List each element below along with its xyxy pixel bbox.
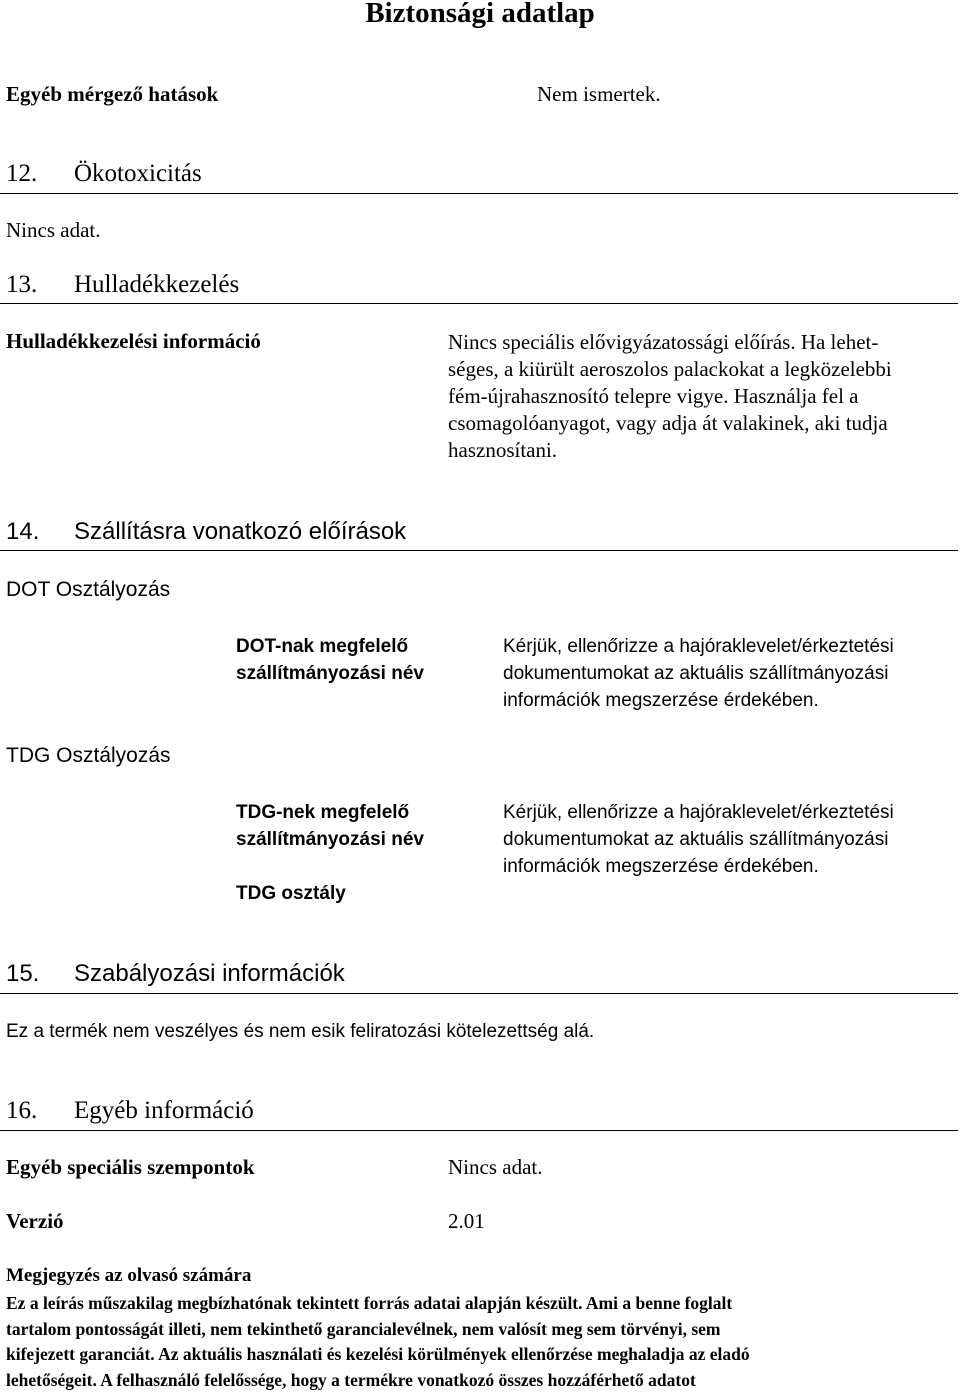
waste-info-line: fém-újrahasznosító telepre vigye. Használja fel a bbox=[448, 384, 859, 408]
tdg-shipping-name-value: Kérjük, ellenőrizze a hajóraklevelet/érkeztetési dokumentumokat az aktuális szállítmányozási információk megszerzése érdekében. bbox=[503, 802, 894, 877]
waste-info-line: hasznosítani. bbox=[448, 438, 558, 462]
section-14-title: Szállításra vonatkozó előírások bbox=[74, 518, 407, 545]
section-15-divider bbox=[0, 993, 958, 994]
section-14-divider bbox=[0, 550, 958, 551]
waste-info-line: séges, a kiürült aeroszolos palackokat a legközelebbi bbox=[448, 357, 892, 381]
reader-note-line: kifejezett garanciát. Az aktuális használati és kezelési körülmények ellenőrzése meghaladja az eladó bbox=[6, 1344, 750, 1364]
waste-info-line: Nincs speciális elővigyázatossági előírás. Ha lehet- bbox=[448, 330, 879, 354]
section-13-title: Hulladékkezelés bbox=[74, 271, 240, 298]
section-12-divider bbox=[0, 193, 958, 194]
waste-info-label: Hulladékkezelési információ bbox=[6, 329, 261, 353]
special-considerations-value: Nincs adat. bbox=[448, 1155, 543, 1179]
section-12-text: Nincs adat. bbox=[6, 218, 101, 242]
section-14-number: 14. bbox=[6, 518, 40, 545]
section-13-number: 13. bbox=[6, 271, 38, 298]
section-15-number: 15. bbox=[6, 960, 40, 987]
reader-note-line: tartalom pontosságát illeti, nem tekinthető garancialevélnek, nem valósít meg sem törvényi, sem bbox=[6, 1318, 721, 1339]
section-13-divider bbox=[0, 303, 958, 304]
tdg-shipping-name-label: TDG-nek megfelelő szállítmányozási név bbox=[236, 802, 424, 850]
special-considerations-label: Egyéb speciális szempontok bbox=[6, 1155, 255, 1179]
other-toxic-value: Nem ismertek. bbox=[537, 82, 661, 106]
version-label: Verzió bbox=[6, 1209, 64, 1233]
reader-note-heading: Megjegyzés az olvasó számára bbox=[6, 1265, 252, 1286]
section-12-number: 12. bbox=[6, 160, 38, 187]
waste-info-line: csomagolóanyagot, vagy adja át valakinek, aki tudja bbox=[448, 411, 888, 435]
version-value: 2.01 bbox=[448, 1209, 485, 1233]
section-16-title: Egyéb információ bbox=[74, 1097, 254, 1124]
tdg-classification-heading: TDG Osztályozás bbox=[6, 744, 171, 767]
regulatory-text: Ez a termék nem veszélyes és nem esik feliratozási kötelezettség alá. bbox=[6, 1021, 595, 1042]
dot-shipping-name-label: DOT-nak megfelelő szállítmányozási név bbox=[236, 636, 424, 684]
reader-note-line: Ez a leírás műszakilag megbízhatónak tekintett forrás adatai alapján készült. Ami a benne foglalt bbox=[6, 1293, 733, 1313]
section-12-title: Ökotoxicitás bbox=[74, 160, 202, 187]
section-15-title: Szabályozási információk bbox=[74, 960, 345, 987]
other-toxic-label: Egyéb mérgező hatások bbox=[6, 82, 219, 106]
dot-shipping-name-value: Kérjük, ellenőrizze a hajóraklevelet/érkeztetési dokumentumokat az aktuális szállítmányozási információk megszerzése érdekében. bbox=[503, 636, 894, 711]
waste-info-text bbox=[448, 329, 892, 464]
section-16-divider bbox=[0, 1130, 958, 1131]
section-16-number: 16. bbox=[6, 1097, 38, 1124]
reader-note-line: lehetőségeit. A felhasználó felelőssége, hogy a termékre vonatkozó összes hozzáférhető adatot bbox=[6, 1369, 696, 1390]
reader-note-body bbox=[6, 1291, 956, 1393]
page-title: Biztonsági adatlap bbox=[365, 0, 595, 29]
dot-classification-heading: DOT Osztályozás bbox=[6, 578, 171, 601]
tdg-class-label: TDG osztály bbox=[236, 883, 346, 904]
